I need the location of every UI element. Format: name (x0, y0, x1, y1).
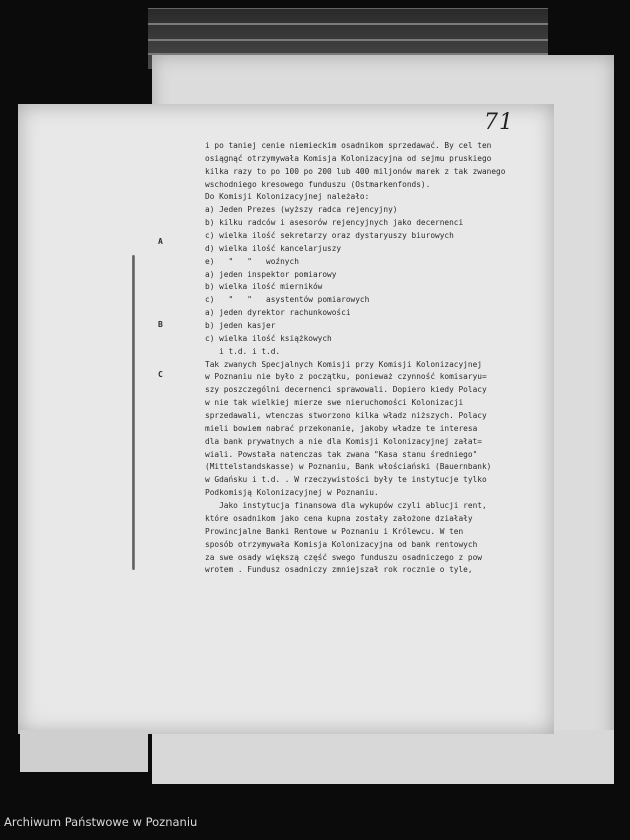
text-line: e) " " woźnych (205, 256, 299, 266)
text-line: b) jeden kasjer (205, 321, 276, 331)
text-line: sposób otrzymywała Komisja Kolonizacyjna od bank rentowych (205, 539, 478, 549)
text-line: i t.d. i t.d. (205, 346, 281, 356)
document-text (205, 140, 550, 577)
text-line: Podkomisją Kolonizacyjnej w Poznaniu. (205, 488, 379, 498)
text-line: wrotem . Fundusz osadniczy zmniejszał rok rocznie o tyle, (205, 565, 473, 575)
text-line: c) wielka ilość sekretarzy oraz dystaryuszy biurowych (205, 231, 454, 241)
text-line: w Gdańsku i t.d. . W rzeczywistości były te instytucje tylko (205, 475, 487, 485)
text-line: Tak zwanych Specjalnych Komisji przy Komisji Kolonizacyjnej (205, 359, 482, 369)
text-line: a) Jeden Prezes (wyższy radca rejencyjny) (205, 205, 398, 215)
text-line: Jako instytucja finansowa dla wykupów czyli ablucji rent, (205, 501, 487, 511)
text-line: szy poszczególni decernenci sprawowali. Dopiero kiedy Polacy (205, 385, 487, 395)
text-line: za swe osady większą część swego funduszu osadniczego z pow (205, 552, 482, 562)
text-line: w Poznaniu nie było z początku, ponieważ czynność komisaryu= (205, 372, 487, 382)
background-sheet-bottom (152, 730, 614, 784)
section-marker-c: C (158, 370, 163, 379)
sheet-edge (148, 23, 548, 25)
text-line: c) wielka ilość książkowych (205, 333, 332, 343)
text-line: i po taniej cenie niemieckim osadnikom sprzedawać. By cel ten (205, 141, 492, 150)
text-line: które osadnikom jako cena kupna zostały założone działały (205, 513, 473, 523)
binding-string (132, 255, 135, 570)
text-line: c) " " asystentów pomiarowych (205, 295, 370, 305)
text-line: osiągnąć otrzymywała Komisja Kolonizacyjna od sejmu pruskiego (205, 153, 492, 163)
text-line: w nie tak wielkiej mierze swe nieruchomości Kolonizacji (205, 398, 464, 408)
text-line: d) wielka ilość kancelarjuszy (205, 243, 342, 253)
text-line: kilka razy to po 100 po 200 lub 400 miljonów marek z tak zwanego (205, 166, 506, 176)
text-line: dla bank prywatnych a nie dla Komisji Kolonizacyjnej załat= (205, 436, 482, 446)
text-line: wschodniego kresowego funduszu (Ostmarkenfonds). (205, 179, 431, 189)
text-line: sprzedawali, wtenczas stworzono kilka władz niższych. Polacy (205, 411, 487, 421)
text-line: Prowincjalne Banki Rentowe w Poznaniu i Królewcu. W ten (205, 526, 464, 536)
section-marker-b: B (158, 320, 163, 329)
text-line: (Mittelstandskasse) w Poznaniu, Bank włościański (Bauernbank) (205, 462, 492, 472)
page-fold (20, 730, 148, 772)
text-line: b) kilku radców i asesorów rejencyjnych jako decernenci (205, 218, 464, 228)
text-line: mieli bowiem nabrać przekonanie, jakoby władze te interesa (205, 423, 478, 433)
text-line: b) wielka ilość mierników (205, 282, 323, 292)
page-number: 71 (484, 110, 514, 135)
text-line: a) jeden dyrektor rachunkowości (205, 308, 351, 318)
section-marker-a: A (158, 237, 163, 246)
text-line: a) jeden inspektor pomiarowy (205, 269, 337, 279)
sheet-edge (148, 39, 548, 41)
text-line: wiali. Powstała natenczas tak zwana "Kasa stanu średniego" (205, 449, 478, 459)
text-line: Do Komisji Kolonizacyjnej należało: (205, 192, 370, 202)
archive-label: Archiwum Państwowe w Poznaniu (4, 815, 198, 829)
